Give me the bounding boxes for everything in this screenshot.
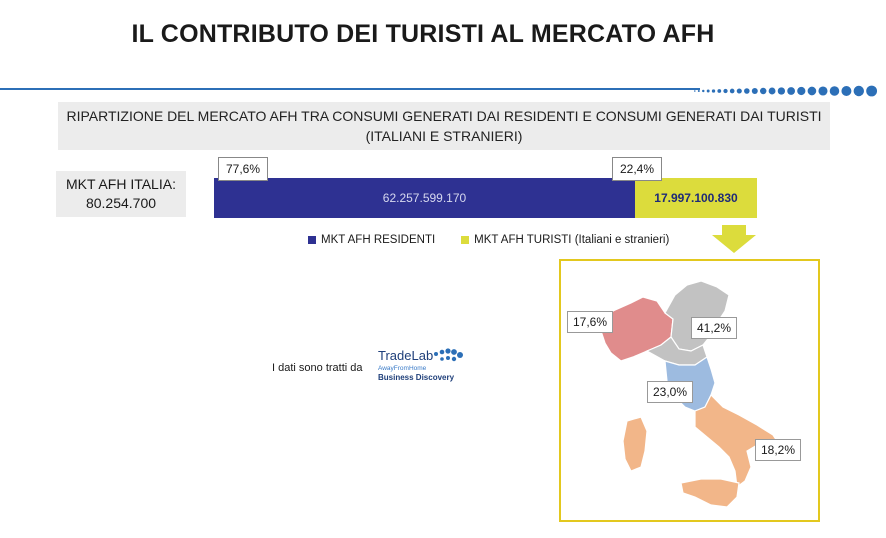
decorative-dot — [760, 88, 766, 94]
decorative-dot — [787, 87, 795, 95]
decorative-dot — [818, 86, 827, 95]
decorative-dot — [698, 90, 700, 92]
italy-map-frame — [559, 259, 820, 522]
decorative-dot — [737, 88, 742, 93]
legend-label-tourists: MKT AFH TURISTI (Italiani e stranieri) — [474, 234, 670, 246]
decorative-dot — [712, 89, 715, 92]
map-region-sardegna — [623, 417, 647, 471]
legend-swatch-tourists — [461, 236, 469, 244]
market-total-box — [56, 171, 186, 217]
source-text: I dati sono tratti da — [272, 362, 363, 374]
decorative-dot — [808, 87, 817, 96]
decorative-dot — [797, 87, 805, 95]
decorative-dot — [702, 90, 704, 92]
map-label-nord-ovest: 17,6% — [567, 311, 613, 333]
market-total-label: MKT AFH ITALIA: — [66, 176, 176, 192]
decorative-dot — [723, 89, 727, 93]
decorative-dot — [744, 88, 750, 94]
decorative-dot — [866, 86, 877, 97]
bar-segment-tourists — [635, 178, 757, 218]
decorative-dot — [778, 87, 785, 94]
decorative-dot — [694, 90, 696, 92]
tradelab-logo — [376, 346, 472, 386]
decorative-dots — [692, 84, 882, 98]
legend-swatch-residents — [308, 236, 316, 244]
map-label-sud-isole: 18,2% — [755, 439, 801, 461]
bar-segment-residents — [214, 178, 635, 218]
legend-label-residents: MKT AFH RESIDENTI — [321, 234, 436, 246]
down-arrow-icon — [710, 225, 758, 253]
map-region-nord-est — [665, 281, 729, 351]
decorative-dot — [769, 88, 776, 95]
decorative-dot — [717, 89, 721, 93]
pct-label-tourists: 22,4% — [612, 157, 662, 181]
logo-main-text: TradeLab — [378, 348, 434, 363]
decorative-dot — [707, 90, 710, 93]
page-title-text: IL CONTRIBUTO DEI TURISTI AL MERCATO AFH — [131, 20, 715, 48]
decorative-dot — [752, 88, 758, 94]
decorative-dot — [730, 89, 735, 94]
page-title — [0, 20, 886, 49]
market-total-value: 80.254.700 — [85, 195, 157, 211]
decorative-dot — [841, 86, 851, 96]
chart-legend — [308, 234, 669, 246]
legend-item-residents — [308, 234, 435, 246]
chart-subtitle — [58, 102, 830, 150]
subtitle-line-2: (ITALIANI E STRANIERI) — [365, 128, 523, 144]
stacked-bar — [214, 178, 757, 218]
map-region-sicilia — [681, 479, 739, 507]
bar-value-tourists: 17.997.100.830 — [654, 191, 738, 205]
header-rule — [0, 88, 700, 90]
pct-label-residents: 77,6% — [218, 157, 268, 181]
logo-sub2-text: Business Discovery — [378, 373, 455, 382]
decorative-dot — [830, 86, 840, 96]
map-label-centro: 23,0% — [647, 381, 693, 403]
bar-value-residents: 62.257.599.170 — [382, 191, 467, 205]
decorative-dot — [854, 86, 864, 96]
legend-item-tourists — [461, 234, 669, 246]
subtitle-line-1: RIPARTIZIONE DEL MERCATO AFH TRA CONSUMI GENERATI DAI RESIDENTI E CONSUMI GENERATI DAI TURISTI — [66, 108, 822, 124]
map-label-nord-est: 41,2% — [691, 317, 737, 339]
logo-sub1-text: AwayFromHome — [378, 365, 427, 372]
